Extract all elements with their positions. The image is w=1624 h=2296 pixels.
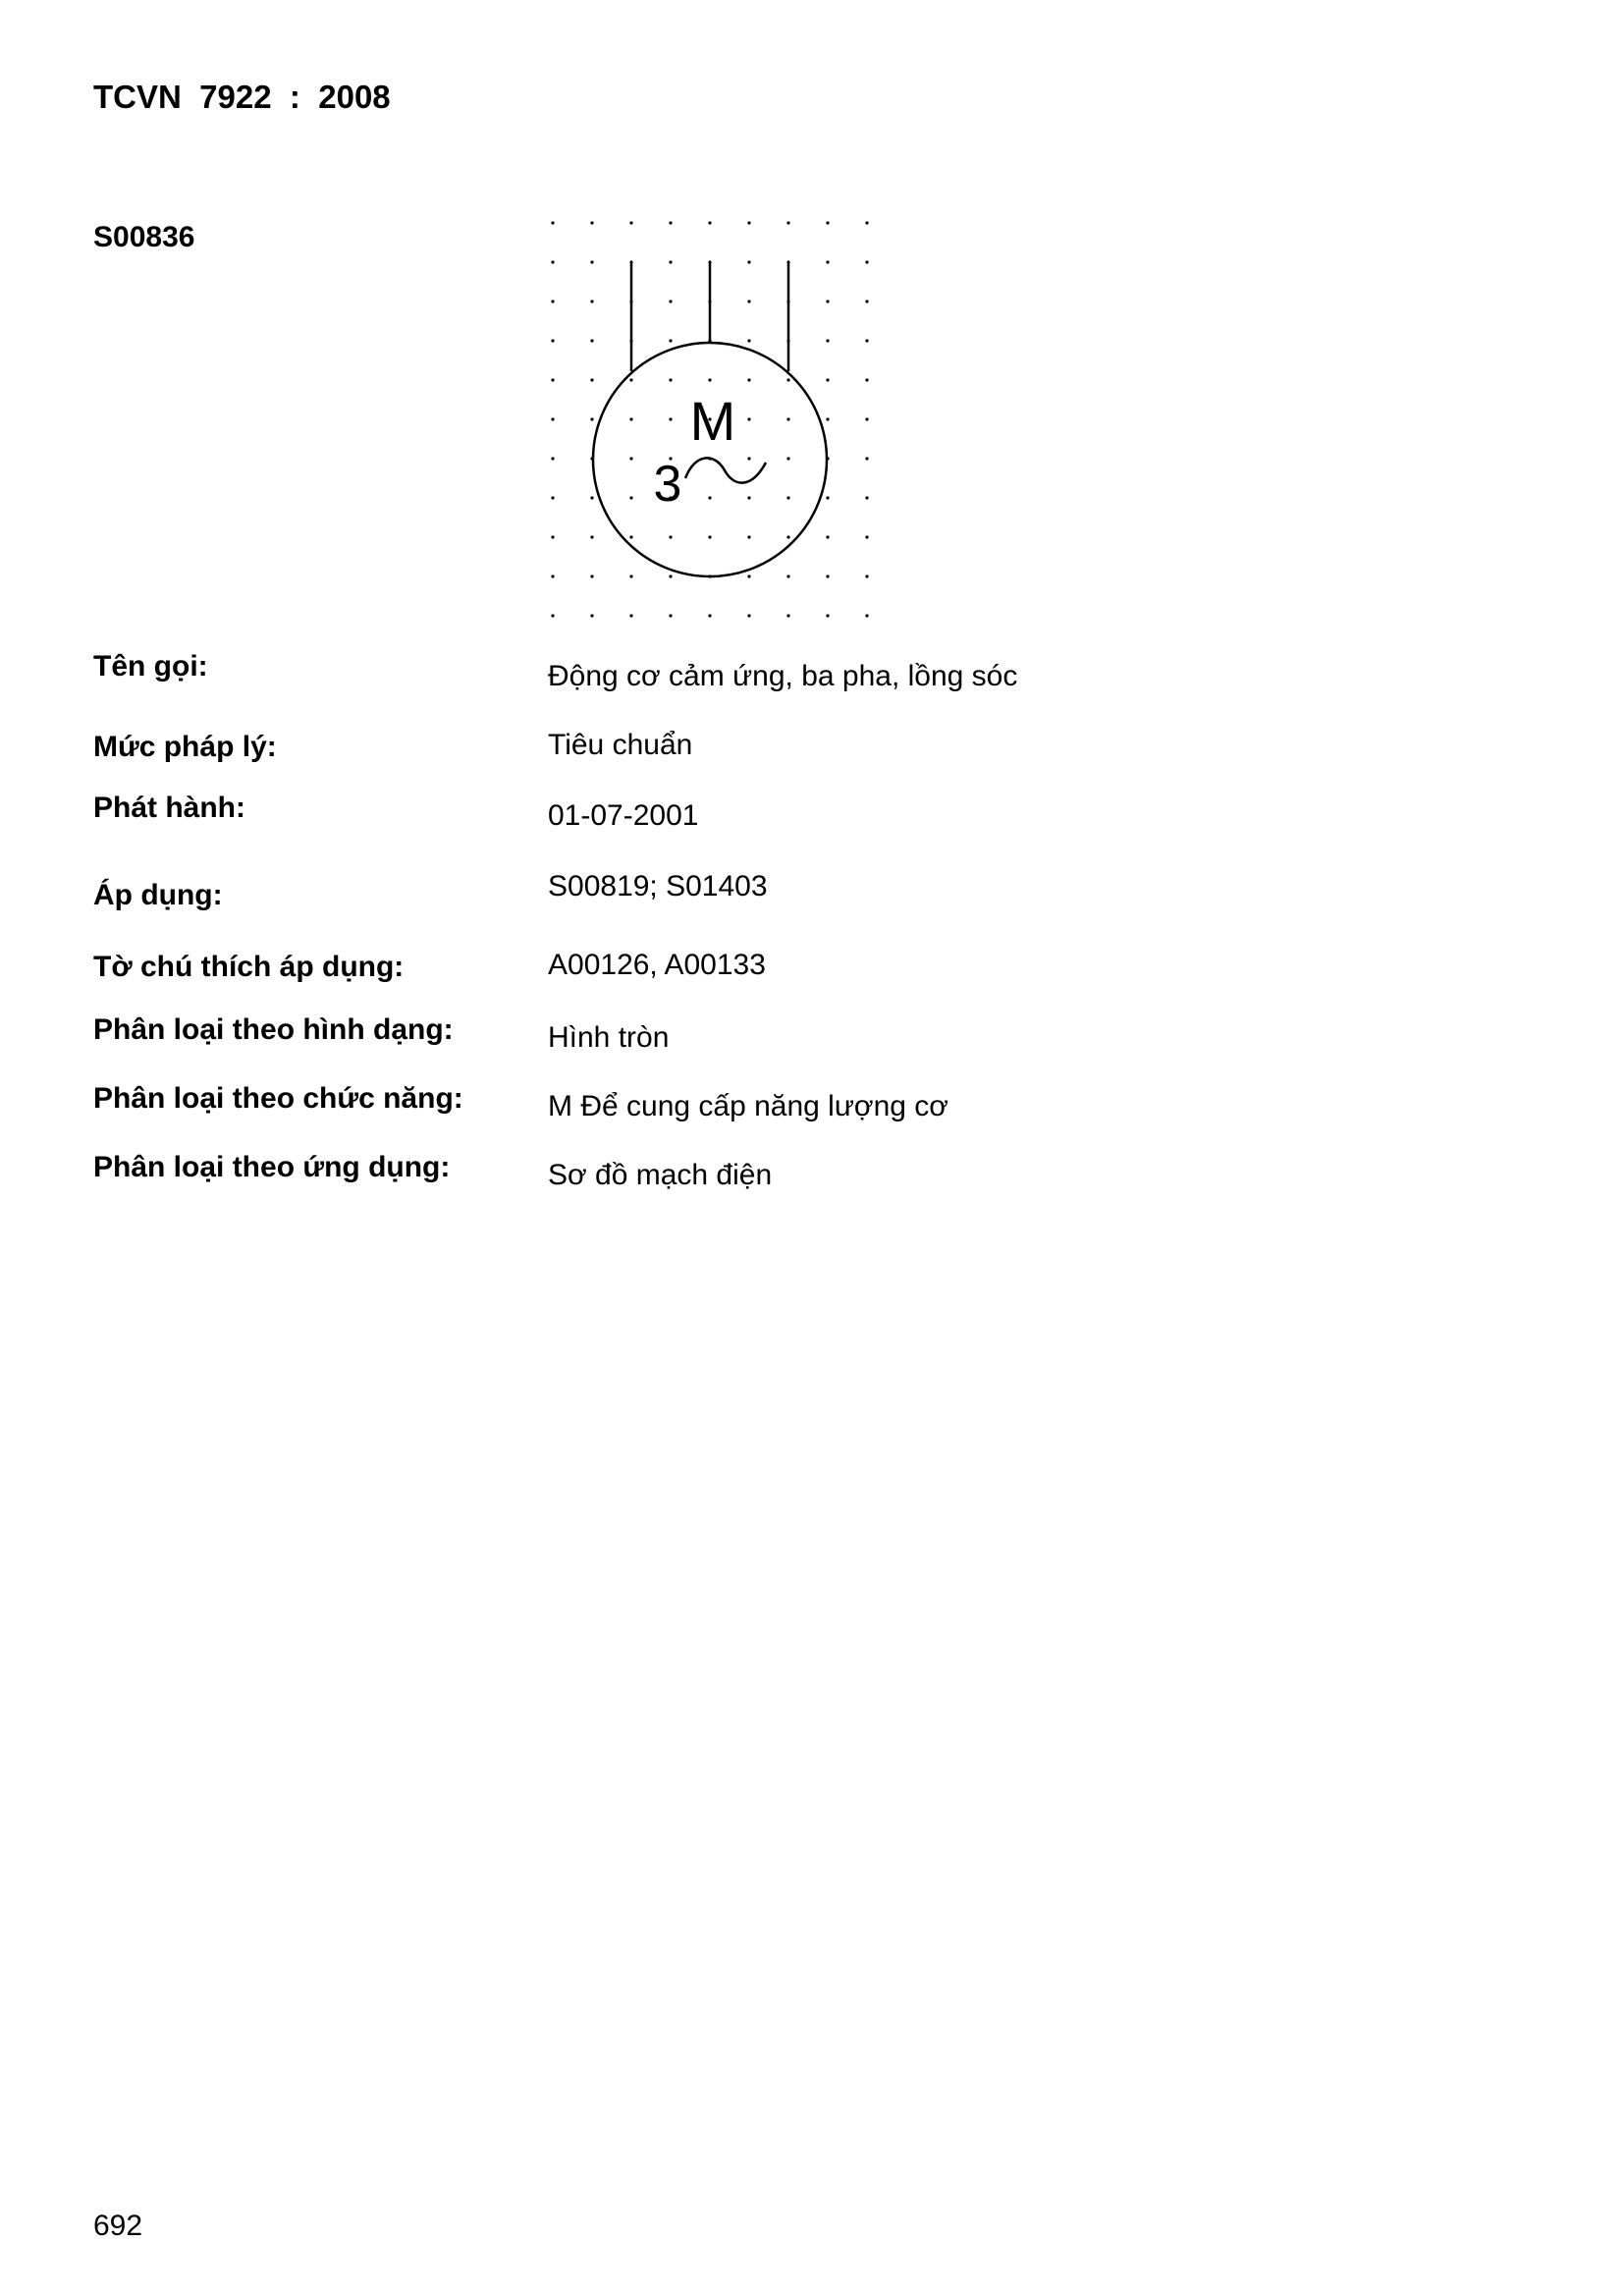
- field-value: Hình tròn: [548, 1021, 670, 1054]
- grid-dot: [826, 260, 829, 263]
- grid-dot: [747, 300, 750, 302]
- grid-dot: [629, 221, 632, 224]
- grid-dot: [865, 221, 868, 224]
- grid-dot: [669, 378, 672, 381]
- grid-dot: [826, 535, 829, 538]
- grid-dot: [865, 417, 868, 420]
- grid-dot: [747, 457, 750, 460]
- motor-symbol-diagram: [538, 211, 882, 624]
- field-value: Sơ đồ mạch điện: [548, 1159, 773, 1191]
- grid-dot: [590, 496, 593, 499]
- grid-dot: [669, 535, 672, 538]
- grid-dot: [786, 574, 789, 577]
- grid-dot: [865, 339, 868, 342]
- grid-dot: [590, 614, 593, 617]
- grid-dot: [826, 378, 829, 381]
- grid-dot: [708, 221, 711, 224]
- grid-dot: [786, 496, 789, 499]
- grid-dot: [786, 614, 789, 617]
- grid-dot: [826, 574, 829, 577]
- grid-dot: [629, 496, 632, 499]
- field-value: 01-07-2001: [548, 799, 699, 832]
- grid-dot: [590, 260, 593, 263]
- grid-dot: [669, 221, 672, 224]
- field-label: Mức pháp lý:: [93, 731, 277, 763]
- grid-dot: [669, 339, 672, 342]
- grid-dot: [747, 339, 750, 342]
- grid-dot: [629, 535, 632, 538]
- field-value: Tiêu chuẩn: [548, 729, 693, 761]
- grid-dot: [629, 574, 632, 577]
- grid-dot: [551, 457, 554, 460]
- grid-dot: [551, 378, 554, 381]
- field-label: Tờ chú thích áp dụng:: [93, 951, 405, 983]
- grid-dot: [629, 417, 632, 420]
- page-number: 692: [93, 2210, 143, 2242]
- field-label: Tên gọi:: [93, 650, 208, 683]
- grid-dot: [865, 457, 868, 460]
- grid-dot: [590, 378, 593, 381]
- field-label: Phân loại theo chức năng:: [93, 1082, 463, 1115]
- grid-dot: [590, 417, 593, 420]
- grid-dot: [786, 535, 789, 538]
- grid-dot: [551, 300, 554, 302]
- grid-dot: [551, 417, 554, 420]
- grid-dot: [786, 378, 789, 381]
- field-value: A00126, A00133: [548, 949, 766, 981]
- grid-dot: [865, 496, 868, 499]
- grid-dot: [747, 378, 750, 381]
- grid-dot: [708, 535, 711, 538]
- grid-dot: [669, 614, 672, 617]
- grid-dot: [747, 535, 750, 538]
- grid-dot: [669, 574, 672, 577]
- symbol-code: S00836: [93, 221, 195, 253]
- grid-dot: [826, 221, 829, 224]
- grid-dot: [865, 574, 868, 577]
- grid-dot: [747, 260, 750, 263]
- grid-dot: [708, 378, 711, 381]
- grid-dot: [708, 614, 711, 617]
- grid-dot: [747, 496, 750, 499]
- grid-dot: [590, 221, 593, 224]
- grid-dot: [590, 574, 593, 577]
- grid-dot: [629, 378, 632, 381]
- motor-letter: M: [689, 390, 736, 452]
- grid-dot: [551, 614, 554, 617]
- grid-dot: [786, 417, 789, 420]
- grid-dot: [629, 614, 632, 617]
- grid-dot: [786, 221, 789, 224]
- phase-count: 3: [653, 456, 682, 513]
- grid-dot: [747, 221, 750, 224]
- grid-dot: [590, 300, 593, 302]
- field-label: Phân loại theo ứng dụng:: [93, 1151, 451, 1183]
- grid-dot: [786, 457, 789, 460]
- grid-dot: [865, 260, 868, 263]
- grid-dot: [551, 574, 554, 577]
- grid-dot: [747, 614, 750, 617]
- document-header: TCVN 7922 : 2008: [93, 79, 391, 115]
- field-value: S00819; S01403: [548, 870, 768, 902]
- ac-tilde-icon: [685, 458, 766, 482]
- grid-dot: [551, 221, 554, 224]
- grid-dot: [865, 535, 868, 538]
- grid-dot: [551, 535, 554, 538]
- grid-dot: [669, 417, 672, 420]
- grid-dot: [826, 300, 829, 302]
- grid-dot: [865, 378, 868, 381]
- field-label: Phát hành:: [93, 792, 245, 824]
- grid-dot: [551, 260, 554, 263]
- field-label: Áp dụng:: [93, 879, 223, 911]
- grid-dot: [865, 614, 868, 617]
- grid-dot: [590, 535, 593, 538]
- grid-dot: [826, 614, 829, 617]
- grid-dot: [826, 496, 829, 499]
- grid-dot: [865, 300, 868, 302]
- grid-dot: [551, 496, 554, 499]
- field-label: Phân loại theo hình dạng:: [93, 1013, 454, 1046]
- grid-dot: [629, 457, 632, 460]
- grid-dot: [747, 417, 750, 420]
- grid-dot: [669, 260, 672, 263]
- grid-dot: [551, 339, 554, 342]
- grid-dot: [669, 300, 672, 302]
- grid-dot: [708, 496, 711, 499]
- field-value: Động cơ cảm ứng, ba pha, lồng sóc: [548, 660, 1018, 692]
- grid-dot: [747, 574, 750, 577]
- grid-dot: [826, 417, 829, 420]
- grid-dot: [826, 339, 829, 342]
- field-value: M Để cung cấp năng lượng cơ: [548, 1090, 948, 1122]
- grid-dot: [590, 339, 593, 342]
